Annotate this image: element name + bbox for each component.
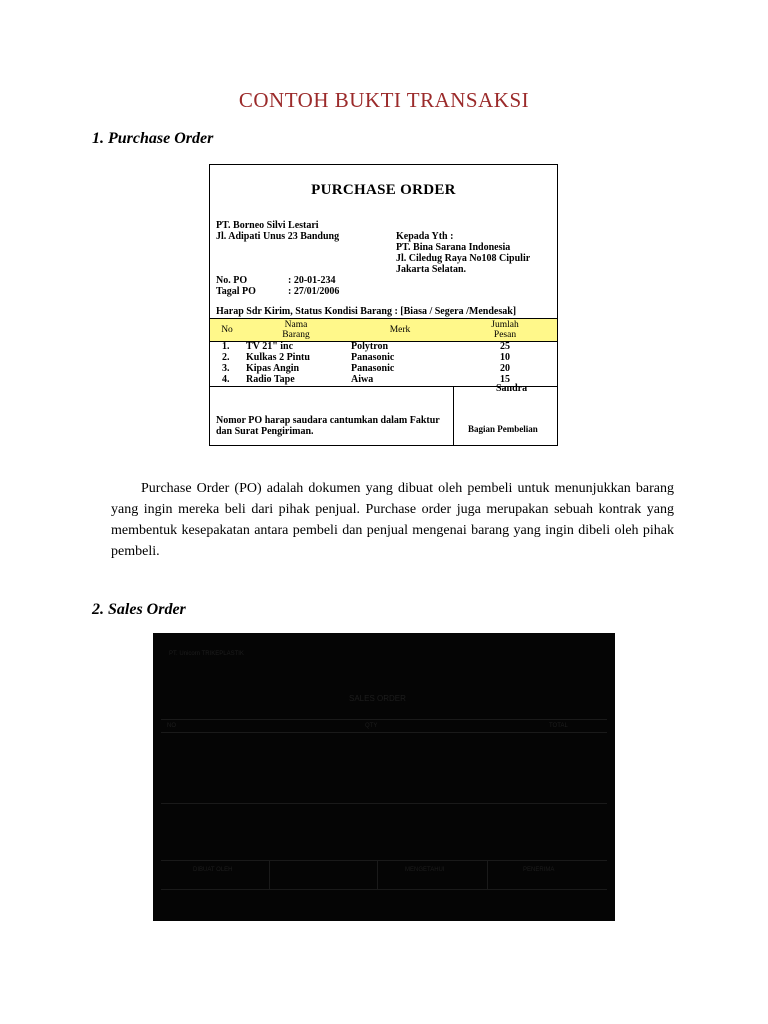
po-signature-divider [453,386,454,446]
so-footer-3: PENERIMA [523,867,555,873]
so-rows-line [161,803,607,804]
so-footer-divider-3 [487,860,488,889]
po-row: 1. TV 21" inc Polytron 25 [222,341,510,352]
po-description-paragraph: Purchase Order (PO) adalah dokumen yang dibuat oleh pembeli untuk menunjukkan barang yang ingin mereka beli dari pihak penjual. Purchase order juga merupakan sebuah kontrak yang membentuk kesepakatan antara pembeli dan penjual mengenai barang yang ingin dibeli oleh pihak pembeli. [111,481,674,559]
po-to-address-1: Jl. Ciledug Raya No108 Cipulir [396,253,531,264]
po-from-company: PT. Borneo Silvi Lestari [216,220,319,231]
so-footer-1: DIBUAT OLEH [193,867,233,873]
section-heading-so: 2. Sales Order [92,601,186,618]
po-date-label: Tagal PO [216,286,256,297]
so-col-total: TOTAL [549,723,568,729]
so-title: SALES ORDER [349,694,406,703]
po-note-2: dan Surat Pengiriman. [216,426,314,437]
po-table-header [210,318,557,342]
po-from-address: Jl. Adipati Unus 23 Bandung [216,231,340,242]
so-col-no: NO [167,723,176,729]
sales-order-figure [153,633,615,921]
so-footer-divider-1 [269,860,270,889]
so-footer-box [161,860,607,861]
section-heading-po: 1. Purchase Order [92,130,214,147]
po-instruction: Harap Sdr Kirim, Status Kondisi Barang : [Biasa / Segera /Mendesak] [216,306,517,317]
po-number-value: : 20-01-234 [288,275,336,286]
so-footer-box-bottom [161,889,607,890]
po-title: PURCHASE ORDER [311,182,456,198]
po-signer: Sandra [496,383,528,394]
po-to-address-2: Jakarta Selatan. [396,264,466,275]
purchase-order-figure [209,164,558,446]
po-col-nama: Nama Barang [282,320,310,340]
po-to-label: Kepada Yth : [396,231,454,242]
po-col-jumlah: Jumlah Pesan [491,320,519,340]
so-company: PT. Unicorn TRIKEPLASTIK [169,651,244,657]
po-note-1: Nomor PO harap saudara cantumkan dalam Faktur [216,415,440,426]
po-row: 3. Kipas Angin Panasonic 20 [222,363,510,374]
po-dept: Bagian Pembelian [468,424,538,434]
po-col-no: No [221,325,233,335]
so-header-line-2 [161,732,607,733]
page-title: CONTOH BUKTI TRANSAKSI [238,88,530,112]
po-row: 4. Radio Tape Aiwa 15 [222,374,510,385]
so-col-qty: QTY [365,723,378,729]
so-footer-2: MENGETAHUI [405,867,445,873]
po-row: 2. Kulkas 2 Pintu Panasonic 10 [222,352,510,363]
po-to-company: PT. Bina Sarana Indonesia [396,242,511,253]
so-header-line [161,719,607,720]
po-col-merk: Merk [389,325,411,335]
so-footer-divider-2 [377,860,378,889]
po-number-label: No. PO [216,275,248,286]
po-date-value: : 27/01/2006 [288,286,340,297]
